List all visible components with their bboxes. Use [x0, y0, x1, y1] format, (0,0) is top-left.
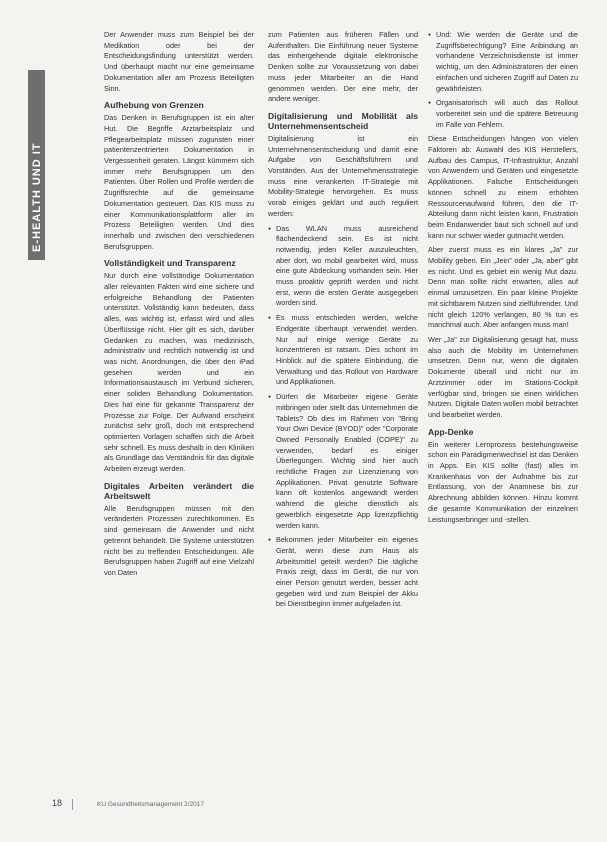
bullet-item: ● Bekommen jeder Mitarbeiter ein eigenes Gerät, wenn diese zum Haus als Arbeitsmittel geteilt werden? Die tägliche Praxis zeigt, dass im Gerät, die nur von einer Person genutzt werden, besser acht gegeben wird und zum Beispiel der Akku bei Dienstbeginn immer aufgeladen ist. [268, 535, 418, 610]
paragraph: Ein weiterer Lernprozess bestehungsweise schon ein Paradigmenwechsel ist das Denken in Apps. Ein KIS sollte (fast) alles im Krankenhaus von der Aufnahme bis zur Entlassung, von der Anamnese bis zur Abrechnung abbilden können. Hinzu kommt die gesamte Kommunikation der einzelnen Leistungserbringer und -stellen. [428, 439, 578, 524]
column-2 [268, 30, 418, 614]
paragraph: Aber zuerst muss es ein klares „Ja" zur Mobility geben. Ein „Jein" oder „Ja, aber" gibt es nicht. Und es gebiet ein wenig Mut dazu. Denn man sollte nicht erwarten, alles auf einmal umzusetzen. Ein paar kleine Projekte mit sichtbarem Nutzen sind zielführender. Und nicht gleich 120% verlangen, 80 % tun es manchmal auch. Aber anfangen muss man! [428, 245, 578, 330]
paragraph: Wer „Ja" zur Digitalisierung gesagt hat, muss also auch die Mobility im Unternehmen umsetzen. Denn nur, wenn die digitalen Dokumente überall und nicht nur im Arztzimmer oder im Stations-Cockpit verfügbar sind, bringen sie einen wirklichen Nutzen. Digitale Daten wollen mobil betrachtet und bearbeitet werden. [428, 334, 578, 419]
column-1 [104, 30, 254, 583]
bullet-item: ● Und: Wie werden die Geräte und die Zugriffsberechtigung? Eine Anbindung an vorhandene Verzeichnisdienste ist immer wichtig, um den Administratoren der einen einfachen und sicheren Zugriff auf Daten zu gewährleisten. [428, 30, 578, 94]
bullet-item: ● Organisatorisch will auch das Rollout vorbereitet sein und die spätere Betreuung im Falle von Fehlern. [428, 98, 578, 130]
section-heading: Aufhebung von Grenzen [104, 100, 204, 111]
paragraph: Der Anwender muss zum Beispiel bei der Medikation oder bei der Entscheidungsfindung unterstützt werden. Und überhaupt macht nur eine gemeinsame Dokumentation aller am Prozess Beteiligten Sinn. [104, 30, 254, 93]
paragraph: Digitalisierung ist ein Unternehmensentscheidung und damit eine Aufgabe von Geschäftsführern und Vorständen. Aus der Unternehmensstrategie muss eine verankerten IT-Strategie mit Mobility-Strategie hervorgehen. Es muss vorab einiges geklärt und auch reguliert werden: [268, 133, 418, 218]
column-3 [428, 30, 578, 529]
section-heading: Digitalisierung und Mobilität als Unternehmensentscheid [268, 110, 418, 131]
paragraph: Nur durch eine vollständige Dokumentation aller relevanten Fakten wird eine sichere und erfolgreiche Behandlung der Patienten unterstützt. Vollständig kann bedeuten, dass alles, was wichtig ist, erfasst wird und alles Überflüssige nicht. Hier gilt es sich, darüber Gedanken zu machen, was medizinisch, administrativ und rechtlich notwendig ist und was nicht. Anordnungen, die über den iPad gesehen werden und ein Informationsaustausch im Verbund sicheren, einer soliden Behandlung Dokumentation. Dies hat eine für gekannte Transparenz der Prozesse zur Folge. Der Aufwand erscheint zunächst sehr groß, doch mit entsprechend optimierten Vorlagen schaffen sich die Arbeit sehr schnell. Es muss deshalb in den Kliniken als Grundlage das Verständnis für das digitale Arbeiten erzeugt werden. [104, 271, 254, 474]
section-label: E-HEALTH UND IT [31, 142, 43, 252]
section-heading: App-Denke [428, 426, 474, 437]
section-heading: Vollständigkeit und Transparenz [104, 258, 236, 269]
paragraph: zum Patienten aus früheren Fällen und Aufenthalten. Die Einführung neuer Systeme das einhergehende digitale elektronische Denken sollte zur Voraussetzung von dabei muss jeder Mitarbeiter an die Hand genommen werden. Der eine mehr, der andere weniger. [268, 30, 418, 104]
bullet-item: ● Es muss entschieden werden, welche Endgeräte überhaupt verwendet werden. Nur auf einige wenige Geräte zu konzentrieren ist ratsam. Dies schont im Hinblick auf die spätere Einbindung, die Verwaltung und das Rollout von Hardware und Applikationen. [268, 313, 418, 388]
footer-publication: KU Gesundheitsmanagement 2/2017 [97, 801, 204, 808]
bullet-item: ● Das WLAN muss ausreichend flächendeckend sein. Es ist nicht notwendig, jeden Keller auszuleuchten, aber dort, wo mobil gearbeitet wird, muss eine gute Abdeckung vorhanden sein. Hier muss proaktiv geprüft werden und nicht erst, wenn die ersten Geräte ausgegeben worden sind. [268, 224, 418, 310]
paragraph: Diese Entscheidungen hängen von vielen Faktoren ab: Auswahl des KIS Herstellers, Aufbau des Campus, IT-Infrastruktur, Anzahl von Anwendern und Geräten und eingesetzte Applikationen. Falsche Entscheidungen können schnell zu einem erhöhten Ressourcenaufwand führen, den die IT-Abteilung dann nicht leisten kann, Frustration beim Endanwender baut sich schnell auf und kann nur schwer wieder gutmacht werden. [428, 134, 578, 240]
bullet-item: ● Dürfen die Mitarbeiter eigene Geräte mitbringen oder stellt das Unternehmen die Tablets? Ob dies im Rahmen von "Bring Your Own Device (BYOD)" oder "Corporate Owned Personally Enabled (COPE)" zu verwenden, bedarf es einiger Überlegungen. Wichtig sind hier auch rechtliche Fragen zur Lizenzierung von Applikationen. Privat genutzte Software kann oft kostenlos angewandt werden während die gleiche dienstlich als gewerblich eingesetzte App lizenzpflichtig werden kann. [268, 392, 418, 531]
footer-divider [72, 799, 73, 810]
paragraph: Das Denken in Berufsgruppen ist ein alter Hut. Die Begriffe Arztarbeitsplatz und Pflegearbeitsplatz müssen zugunsten einer patientenzentrierten Dokumentation in Vergessenheit geraten. Längst kümmern sich immer mehr Berufsgruppen um den Patienten. Über Rollen und Profile werden die Zugriffsrechte auf die gemeinsame Dokumentation gesteuert. Das KIS muss zu einer Kommunikationsplattform aller im Prozess Beteiligten werden. Und dies innerhalb und zwischen den verschiedenen Berufsgruppen. [104, 113, 254, 251]
paragraph: Alle Berufsgruppen müssen mit den veränderten Prozessen zurechtkommen. Es sind gemeinsam die Anwender und nicht getrennt behandelt. Die Systeme unterstützen nicht bei zu treffenden Entscheidungen. Alle Berufsgruppen haben Zugriff auf eine Vielzahl von Daten [104, 503, 254, 577]
section-heading: Digitales Arbeiten verändert die Arbeitswelt [104, 480, 254, 501]
page-number: 18 [52, 798, 63, 808]
